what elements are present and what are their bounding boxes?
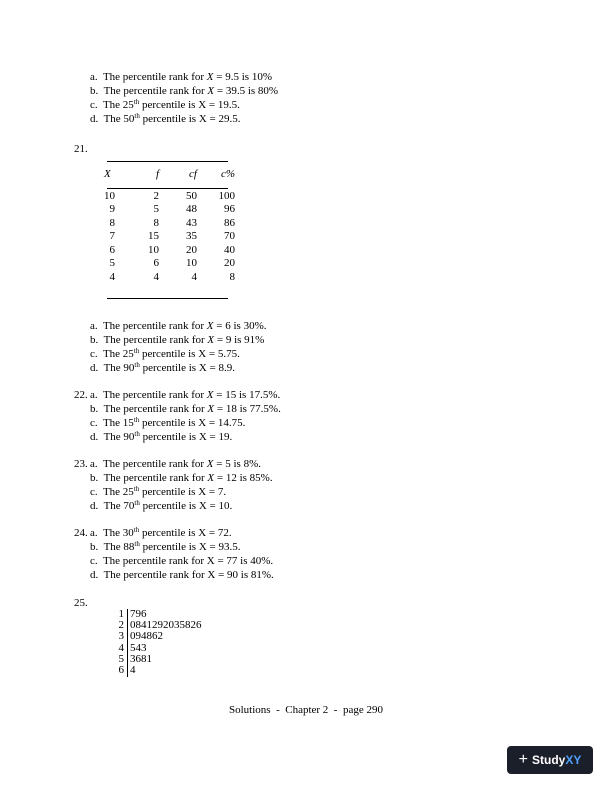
q22-number: 22.	[74, 389, 88, 401]
stem-row: 4 543	[118, 641, 147, 654]
q21-number: 21.	[74, 143, 88, 155]
q23-part-a: a. The percentile rank for X = 5 is 8%.	[90, 458, 261, 470]
table-row: 6 10 20 40	[109, 243, 235, 256]
page-footer: Solutions - Chapter 2 - page 290	[229, 704, 383, 716]
stem-row: 2 0841292035826	[118, 619, 202, 632]
q23-part-b: b. The percentile rank for X = 12 is 85%.	[90, 472, 273, 484]
stem-and-leaf-plot	[112, 609, 202, 676]
q24-part-c: c. The percentile rank for X = 77 is 40%.	[90, 555, 274, 567]
stem-row: 1 796	[118, 608, 147, 620]
header-cpct: c%	[220, 168, 235, 180]
studyxy-badge[interactable]	[507, 746, 593, 774]
q22-part-c: c. The 15th percentile is X = 14.75.	[90, 416, 246, 429]
table-top-rule	[107, 161, 228, 162]
table-row: 8 8 43 86	[109, 216, 235, 229]
stem-row: 3 094862	[118, 630, 163, 643]
table-row: 9 5 48 96	[109, 203, 235, 215]
q24-part-b: b. The 88th percentile is X = 93.5.	[90, 540, 241, 553]
q24-part-d: d. The percentile rank for X = 90 is 81%.	[90, 569, 274, 581]
q24-part-a: a. The 30th percentile is X = 72.	[90, 526, 232, 539]
q24-number: 24.	[74, 527, 88, 539]
q21-part-b: b. The percentile rank for X = 9 is 91%	[90, 334, 265, 346]
q25-number: 25.	[74, 597, 88, 609]
q21-part-c: c. The 25th percentile is X = 5.75.	[90, 347, 240, 360]
q22-part-b: b. The percentile rank for X = 18 is 77.5%.	[90, 403, 281, 415]
table-bottom-rule	[107, 298, 228, 299]
table-row: 7 15 35 70	[109, 230, 235, 242]
table-row: 4 4 4 8	[109, 270, 235, 283]
header-cf: cf	[189, 168, 197, 180]
q21-part-a: a. The percentile rank for X = 6 is 30%.	[90, 320, 267, 332]
q23-number: 23.	[74, 458, 88, 470]
header-f: f	[155, 168, 159, 180]
q20-part-b: b. The percentile rank for X = 39.5 is 80%	[90, 85, 279, 97]
badge-brand: StudyXY	[531, 753, 582, 767]
q20-part-c: c. The 25th percentile is X = 19.5.	[90, 98, 240, 111]
plus-icon: +	[518, 751, 528, 768]
header-x: X	[104, 168, 111, 180]
q23-part-d: d. The 70th percentile is X = 10.	[90, 499, 233, 512]
q20-part-d: d. The 50th percentile is X = 29.5.	[90, 112, 241, 125]
frequency-table	[104, 168, 235, 284]
q23-part-c: c. The 25th percentile is X = 7.	[90, 485, 227, 498]
q22-part-a: a. The percentile rank for X = 15 is 17.5%.	[90, 389, 281, 401]
stem-divider	[127, 609, 128, 677]
q21-part-d: d. The 90th percentile is X = 8.9.	[90, 361, 235, 374]
q22-part-d: d. The 90th percentile is X = 19.	[90, 430, 233, 443]
table-row: 10 2 50 100	[104, 189, 235, 202]
table-header-row	[104, 168, 235, 182]
stem-row: 5 3681	[118, 652, 152, 665]
q20-part-a: a. The percentile rank for X = 9.5 is 10%	[90, 71, 272, 83]
stem-row: 6 4	[118, 663, 136, 676]
table-row: 5 6 10 20	[109, 257, 235, 269]
